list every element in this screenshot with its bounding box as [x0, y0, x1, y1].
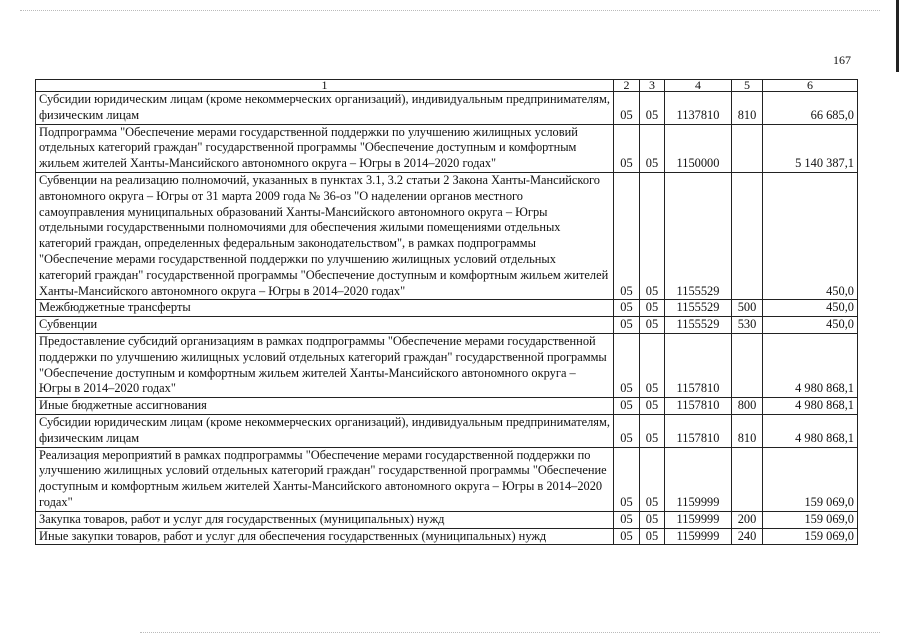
- row-csr: 1155529: [665, 172, 732, 299]
- header-col-4: 4: [665, 80, 732, 92]
- table-row: [36, 300, 858, 317]
- table-row: [36, 333, 858, 397]
- row-rz: 05: [614, 124, 640, 172]
- row-csr: 1157810: [665, 414, 732, 447]
- row-rz: 05: [614, 333, 640, 397]
- row-name: Реализация мероприятий в рамках подпрограммы "Обеспечение мерами государственной поддержки по улучшению жилищных условий отдельных категорий граждан" государственной программы "Обеспечение доступным и комфортным жильем жителей Ханты-Мансийского автономного округа – Югры в 2014–2020 годах": [36, 447, 614, 511]
- row-pr: 05: [640, 333, 665, 397]
- row-pr: 05: [640, 124, 665, 172]
- row-name: Субвенции: [36, 317, 614, 334]
- row-csr: 1155529: [665, 300, 732, 317]
- row-name: Предоставление субсидий организациям в рамках подпрограммы "Обеспечение мерами государственной поддержки по улучшению жилищных условий отдельных категорий граждан" государственной программы "Обеспечение доступным и комфортным жильем жителей Ханты-Мансийского автономного округа – Югры в 2014–2020 годах": [36, 333, 614, 397]
- row-rz: 05: [614, 511, 640, 528]
- row-rz: 05: [614, 92, 640, 125]
- row-sum: 450,0: [763, 317, 858, 334]
- scan-artifact-top: [20, 10, 880, 11]
- header-col-5: 5: [732, 80, 763, 92]
- row-vr: 530: [732, 317, 763, 334]
- row-sum: 450,0: [763, 172, 858, 299]
- row-rz: 05: [614, 414, 640, 447]
- header-col-6: 6: [763, 80, 858, 92]
- row-pr: 05: [640, 414, 665, 447]
- row-rz: 05: [614, 398, 640, 415]
- header-row: [36, 80, 858, 92]
- row-sum: 450,0: [763, 300, 858, 317]
- table-row: [36, 92, 858, 125]
- table-row: [36, 398, 858, 415]
- row-vr: [732, 447, 763, 511]
- header-col-3: 3: [640, 80, 665, 92]
- row-rz: 05: [614, 447, 640, 511]
- row-pr: 05: [640, 317, 665, 334]
- row-name: Субсидии юридическим лицам (кроме некоммерческих организаций), индивидуальным предпринимателям, физическим лицам: [36, 92, 614, 125]
- row-vr: 810: [732, 414, 763, 447]
- row-vr: [732, 333, 763, 397]
- row-csr: 1137810: [665, 92, 732, 125]
- table-row: [36, 528, 858, 545]
- row-vr: 200: [732, 511, 763, 528]
- table-row: [36, 124, 858, 172]
- row-pr: 05: [640, 447, 665, 511]
- row-sum: 159 069,0: [763, 447, 858, 511]
- row-sum: 4 980 868,1: [763, 333, 858, 397]
- row-name: Иные закупки товаров, работ и услуг для обеспечения государственных (муниципальных) нужд: [36, 528, 614, 545]
- row-sum: 4 980 868,1: [763, 414, 858, 447]
- row-name: Межбюджетные трансферты: [36, 300, 614, 317]
- row-vr: [732, 172, 763, 299]
- budget-table: [35, 79, 858, 545]
- row-name: Субсидии юридическим лицам (кроме некоммерческих организаций), индивидуальным предпринимателям, физическим лицам: [36, 414, 614, 447]
- row-sum: 5 140 387,1: [763, 124, 858, 172]
- row-name: Иные бюджетные ассигнования: [36, 398, 614, 415]
- header-col-1: 1: [36, 80, 614, 92]
- row-csr: 1150000: [665, 124, 732, 172]
- row-sum: 159 069,0: [763, 511, 858, 528]
- row-pr: 05: [640, 511, 665, 528]
- row-rz: 05: [614, 172, 640, 299]
- table-row: [36, 511, 858, 528]
- row-rz: 05: [614, 528, 640, 545]
- table-row: [36, 172, 858, 299]
- row-pr: 05: [640, 528, 665, 545]
- row-csr: 1157810: [665, 333, 732, 397]
- row-sum: 159 069,0: [763, 528, 858, 545]
- row-vr: 810: [732, 92, 763, 125]
- row-csr: 1155529: [665, 317, 732, 334]
- page-number: 167: [833, 53, 851, 67]
- row-vr: 800: [732, 398, 763, 415]
- row-pr: 05: [640, 398, 665, 415]
- row-csr: 1159999: [665, 447, 732, 511]
- header-col-2: 2: [614, 80, 640, 92]
- row-csr: 1159999: [665, 528, 732, 545]
- table-row: [36, 414, 858, 447]
- row-pr: 05: [640, 300, 665, 317]
- row-sum: 66 685,0: [763, 92, 858, 125]
- table-row: [36, 447, 858, 511]
- row-rz: 05: [614, 300, 640, 317]
- row-name: Закупка товаров, работ и услуг для государственных (муниципальных) нужд: [36, 511, 614, 528]
- row-csr: 1157810: [665, 398, 732, 415]
- row-vr: 500: [732, 300, 763, 317]
- row-pr: 05: [640, 172, 665, 299]
- scan-margin-rule: [896, 0, 899, 72]
- table-row: [36, 317, 858, 334]
- scan-artifact-bottom: [140, 632, 880, 633]
- row-vr: [732, 124, 763, 172]
- row-vr: 240: [732, 528, 763, 545]
- row-pr: 05: [640, 92, 665, 125]
- row-rz: 05: [614, 317, 640, 334]
- row-csr: 1159999: [665, 511, 732, 528]
- row-sum: 4 980 868,1: [763, 398, 858, 415]
- row-name: Подпрограмма "Обеспечение мерами государственной поддержки по улучшению жилищных условий отдельных категорий граждан" государственной программы "Обеспечение доступным и комфортным жильем жителей Ханты-Мансийского автономного округа – Югры в 2014–2020 годах": [36, 124, 614, 172]
- row-name: Субвенции на реализацию полномочий, указанных в пунктах 3.1, 3.2 статьи 2 Закона Ханты-Мансийского автономного округа – Югры от 31 марта 2009 года № 36-оз "О наделении органов местного самоуправления муниципальных образований Ханты-Мансийского автономного округа – Югры отдельными государственными полномочиями для обеспечения жилыми помещениями отдельных категорий граждан, определенных федеральным законодательством", в рамках подпрограммы "Обеспечение мерами государственной поддержки по улучшению жилищных условий отдельных категорий граждан" государственной программы "Обеспечение доступным и комфортным жильем жителей Ханты-Мансийского автономного округа – Югры в 2014–2020 годах": [36, 172, 614, 299]
